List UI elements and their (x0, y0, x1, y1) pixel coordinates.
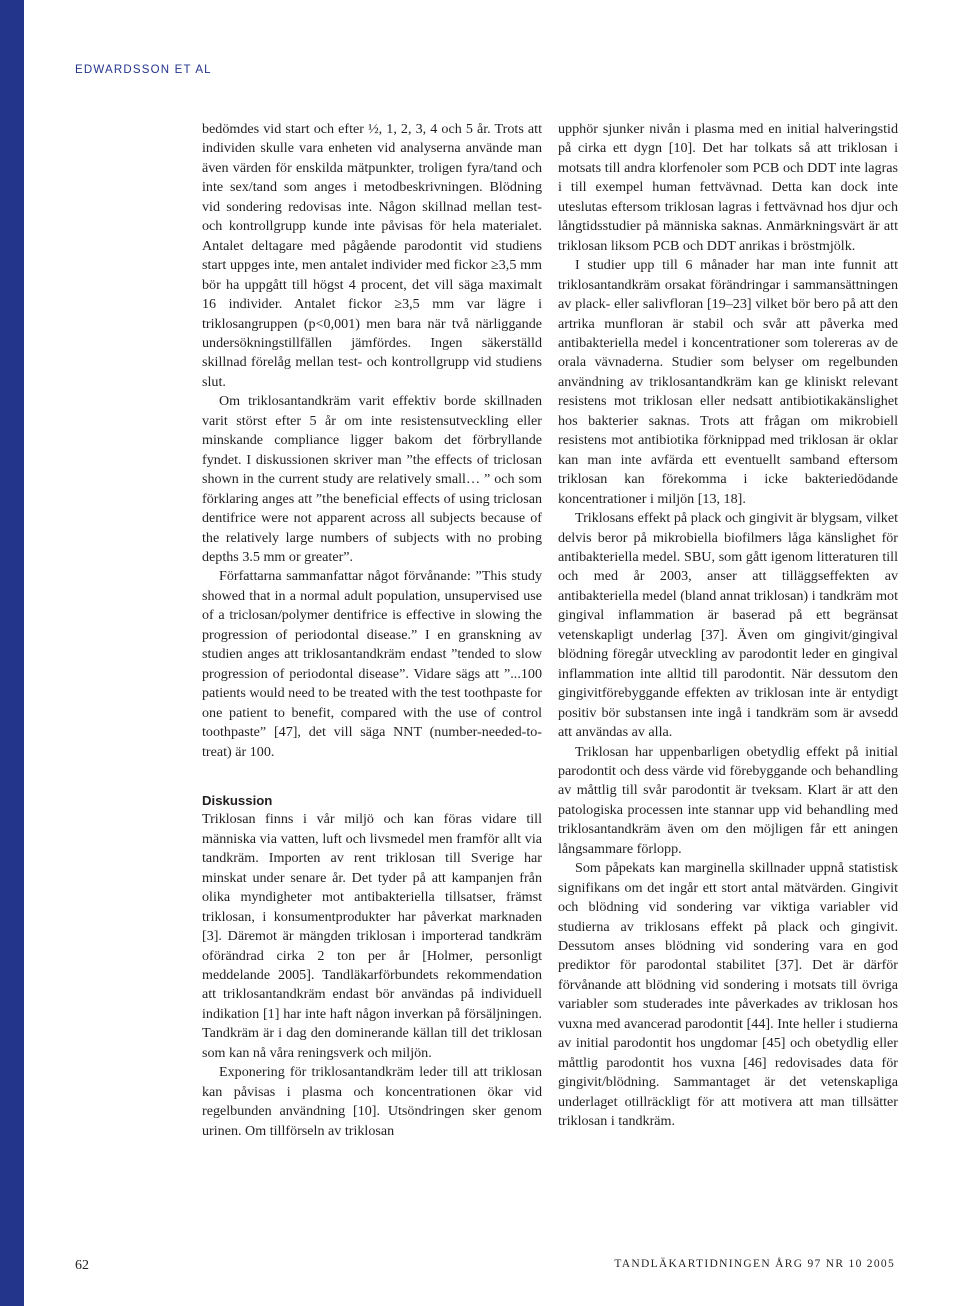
article-column-left (202, 120, 542, 1141)
paragraph: Som påpekats kan marginella skillnader uppnå statistisk signifikans om det ingår ett stort antal mätvärden. Gingivit och blödning vid sondering var viktiga variabler vid studierna av triklosans effekt på plack och gingivit. Dessutom anses blödning vid sondering vara en god prediktor för parodontal stabilitet [37]. Det är därför förvånande att blödning vid sondering i motsats till övriga variabler som studerades inte påverkades av triklosan hos vuxna med avancerad parodontit [44]. Inte heller i studierna av initial parodontit hos ungdomar [45] och obetydlig eller måttlig parodontit hos vuxna [46] redovisades data för gingivit/blödning. Sammantaget är det vetenskapliga underlaget otillräckligt för att motivera att man tillsätter triklosan i tandkräm. (558, 860, 898, 1130)
paragraph: Triklosan har uppenbarligen obetydlig effekt på initial parodontit och dess värde vid förebyggande och behandling av måttlig till svår parodontit är tveksam. Klart är att den patologiska processen inte stannar upp vid behandling med triklosantandkräm även om den möjligen får ett aningen långsammare förlopp. (558, 743, 898, 857)
paragraph: I studier upp till 6 månader har man inte funnit att triklosantandkräm orsakat förändringar i sammansättningen av plack- eller salivfloran [19–23] vilket bör bero på att den artrika munfloran är stabil och svår att påverka med antibakteriella medel i koncentrationer som tolereras av de orala vävnaderna. Studier som belyser om regelbunden användning av triklosantandkräm kan ge kliniskt relevant resistens mot triklosan eller nedsatt antibiotikakänslighet hos bakterier saknas. Trots att frågan om mikrobiell resistens mot antibiotika förknippad med triklosan är oklar kan man inte avfärda ett eventuellt samband eftersom triklosan kan förekomma i icke bakteriedödande koncentrationer i miljön [13, 18]. (558, 257, 898, 507)
page-number: 62 (75, 1258, 89, 1273)
paragraph: Exponering för triklosantandkräm leder till att triklosan kan påvisas i plasma och koncentrationen ökar vid regelbunden användning [10]. Utsöndringen sker genom urinen. Om tillförseln av triklosan (202, 1064, 542, 1139)
paragraph: bedömdes vid start och efter ½, 1, 2, 3, 4 och 5 år. Trots att individen skulle vara enheten vid analyserna använde man även värden för enskilda mätpunkter, troligen fyra/tand och inte sex/tand som anges i metodbeskrivningen. Blödning vid sondering redovisas inte. Någon skillnad mellan test- och kontrollgrupp kunde inte påvisas för hela materialet. Antalet deltagare med pågående parodontit vid studiens start uppges inte, men antalet individer med fickor ≥3,5 mm bör ha uppgått till högst 4 procent, det vill säga maximalt 16 individer. Antalet fickor ≥3,5 mm var lägre i triklosangruppen (p<0,001) men bara när två närliggande undersökningstillfällen jämfördes. Ingen säkerställd skillnad förelåg mellan test- och kontrollgrupp vid studiens slut. (202, 121, 542, 390)
paragraph: Författarna sammanfattar något förvånande: ”This study showed that in a normal adult population, unsupervised use of a triclosan/polymer dentifrice is effective in slowing the progression of periodontal disease.” I en granskning av studien anges att triklosantandkräm endast ”tended to slow progression of periodontal disease”. Vidare sägs att ”...100 patients would need to be treated with the test toothpaste for one patient to benefit, compared with the use of control toothpaste” [47], det vill säga NNT (number-needed-to-treat) är 100. (202, 568, 542, 760)
paragraph: Triklosans effekt på plack och gingivit är blygsam, vilket delvis beror på mikrobiella biofilmers låga känslighet för antibakteriella medel. SBU, som gått igenom litteraturen till och med år 2003, anser att tilläggseffekten av antibakteriella medel (bland annat triklosan) i tandkräm mot gingival inflammation är baserad på ett begränsat vetenskapligt underlag [37]. Även om gingivit/gingival blödning föregår utveckling av parodontit leder en gingival inflammation inte alltid till parodontit. När dessutom den gingivitförebyggande effekten av triklosan inte är entydigt positiv bör substansen inte ingå i tandkräm som är avsedd att användas av alla. (558, 510, 898, 741)
paragraph: upphör sjunker nivån i plasma med en initial halveringstid på cirka ett dygn [10]. Det har tolkats så att triklosan i motsats till andra klorfenoler som PCB och DDT inte lagras i till exempel human fettvävnad. Detta kan dock inte uteslutas eftersom triklosan lagras i fettvävnad hos djur och långtidsstudier på människa saknas. Anmärkningsvärt är att triklosan liksom PCB och DDT anrikas i bröstmjölk. (558, 121, 898, 254)
section-heading-discussion: Diskussion (202, 792, 273, 808)
paragraph: Triklosan finns i vår miljö och kan föras vidare till människa via vatten, luft och livsmedel men framför allt via tandkräm. Importen av rent triklosan till Sverige har minskat under senare år. Det tyder på att kampanjen från olika myndigheter mot antibakteriella tillsatser, främst triklosan, i konsumentprodukter har påverkat marknaden [3]. Däremot är mängden triklosan i importerad tandkräm oförändrad cirka 2 ton per år [Holmer, personligt meddelande 2005]. Tandläkarförbundets rekommendation att triklosantandkräm endast bör användas på individuell indikation [1] har inte haft någon inverkan på försäljningen. Tandkräm är i dag den dominerande källan till det triklosan som kan nå våra reningsverk och miljön. (202, 811, 542, 1061)
running-head: EDWARDSSON ET AL (75, 64, 212, 76)
article-column-right (558, 120, 898, 1132)
journal-footer: TANDLÄKARTIDNINGEN ÅRG 97 NR 10 2005 (614, 1258, 895, 1270)
sidebar-color-bar (0, 0, 24, 1306)
paragraph: Om triklosantandkräm varit effektiv borde skillnaden varit störst efter 5 år om inte resistensutveckling eller minskande compliance ligger bakom det förbryllande fyndet. I diskussionen skriver man ”the effects of triclosan shown in the current study are relatively small… ” och som förklaring anges att ”the beneficial effects of using triclosan dentifrice were not apparent across all subjects because of the relatively large numbers of subjects with no probing depths 3.5 mm or greater”. (202, 393, 542, 565)
